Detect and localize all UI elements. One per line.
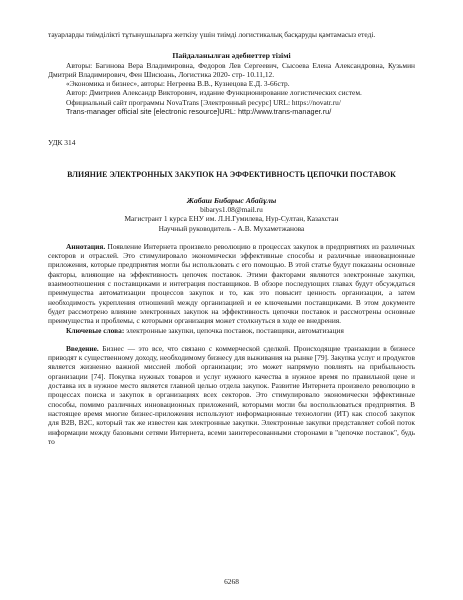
author-email: bibarys1.08@mail.ru [200, 204, 263, 214]
reference-item: Авторы: Багинова Вера Владимировна, Федоров Лев Сергеевич, Сысоева Елена Александровна, Кузьмин Дмитрий Владимирович, Фен Шисюань, Логистика 2020- стр- 10.11,12. [48, 60, 415, 79]
udk-code: УДК 314 [48, 138, 76, 148]
abstract-text: Появление Интернета произвело революцию в процессах закупок в предприятиях из различных секторов и отраслей. Это стимулировало экономически эффективные способы и различные инновационные приложения, которые предприятия могли бы использовать с его помощью. В этой статье будут показаны основные факторы, влияющие на эффективность цепочек поставок. Этими факторами являются электронные закупки, взаимоотношения с поставщиками и интеграция поставщиков. В обзоре последующих главах будут обсуждаться преимущества автоматизации процессов закупок и то, как это повысит ценность организации, а затем необходимость укрепления отношений между организацией и ее ключевыми поставщиками. В этом документе будет рассмотрено влияние электронных закупок на эффективность цепочки поставок и рассмотрены основные преимущества и проблемы, с которыми организация может столкнуться в ходе ее внедрения. [48, 241, 415, 326]
keywords-text: электронные закупки, цепочка поставок, поставщики, автоматизация [124, 325, 344, 335]
scientific-supervisor: Научный руководитель - А.В. Мухаметжанова [158, 223, 305, 233]
introduction-label: Введение. [66, 343, 99, 353]
page-number: 6268 [224, 576, 239, 586]
keywords [48, 326, 415, 335]
reference-item: Trans-manager official site [electronic resource]URL: http://www.trans-manager.ru/ [66, 107, 332, 117]
reference-item: Автор: Дмитриев Александр Викторович, издание Функционирование логистических систем. [66, 88, 362, 98]
abstract-label: Аннотация. [66, 241, 106, 251]
keywords-label: Ключевые слова: [66, 325, 125, 335]
references-title: Пайдаланылған әдебиеттер тізімі [172, 51, 291, 61]
abstract [48, 242, 415, 326]
reference-item: Официальный сайт программы NovaTrans [Электронный ресурс] URL: https://novatr.ru/ [66, 97, 341, 107]
top-paragraph: тауарларды тиімділікті тұтынушыларға жеткізу үшін тиімді логистикалық басқаруды қамтамасыз етеді. [48, 30, 376, 39]
reference-item: «Экономика и бизнес», авторы: Негреева В.В., Кузнецова Е.Д. 3-66стр. [66, 79, 290, 89]
article-title: ВЛИЯНИЕ ЭЛЕКТРОННЫХ ЗАКУПОК НА ЭФФЕКТИВНОСТЬ ЦЕПОЧКИ ПОСТАВОК [67, 169, 396, 179]
author-name: Жабаш Бибарыс Абайұлы [186, 195, 277, 205]
introduction-text: Бизнес — это все, что связано с коммерческой сделкой. Происходящие транзакции в бизнесе приводят к существенному доходу, необходимому бизнесу для выживания на рынке [79]. Закупка услуг и продуктов является жизненно важной миссией любой организации; это может напрямую повлиять на прибыльность организации [74]. Покупка нужных товаров и услуг нужного качества в нужное время по правильной цене и доставка их в нужное место является главной целью отдела закупок. Развитие Интернета произвело революцию в процессах поиска и закупок в организациях всех секторов. Это стимулировало экономически эффективные способы, помимо различных инновационных приложений, которыми могли бы воспользоваться предприятия. В настоящее время многие бизнес-приложения используют информационные технологии (ИТ) как способ закупок для B2B, B2C, который так же известен как электронные закупки. Электронные закупки представляет собой поток информации между базовыми сетями Интернета, всеми заинтересованными сторонами в "цепочке поставок", будь то [48, 343, 415, 446]
author-affiliation: Магистрант 1 курса ЕНУ им. Л.Н.Гумилева, Нур-Султан, Казахстан [124, 214, 339, 224]
introduction [48, 344, 415, 446]
